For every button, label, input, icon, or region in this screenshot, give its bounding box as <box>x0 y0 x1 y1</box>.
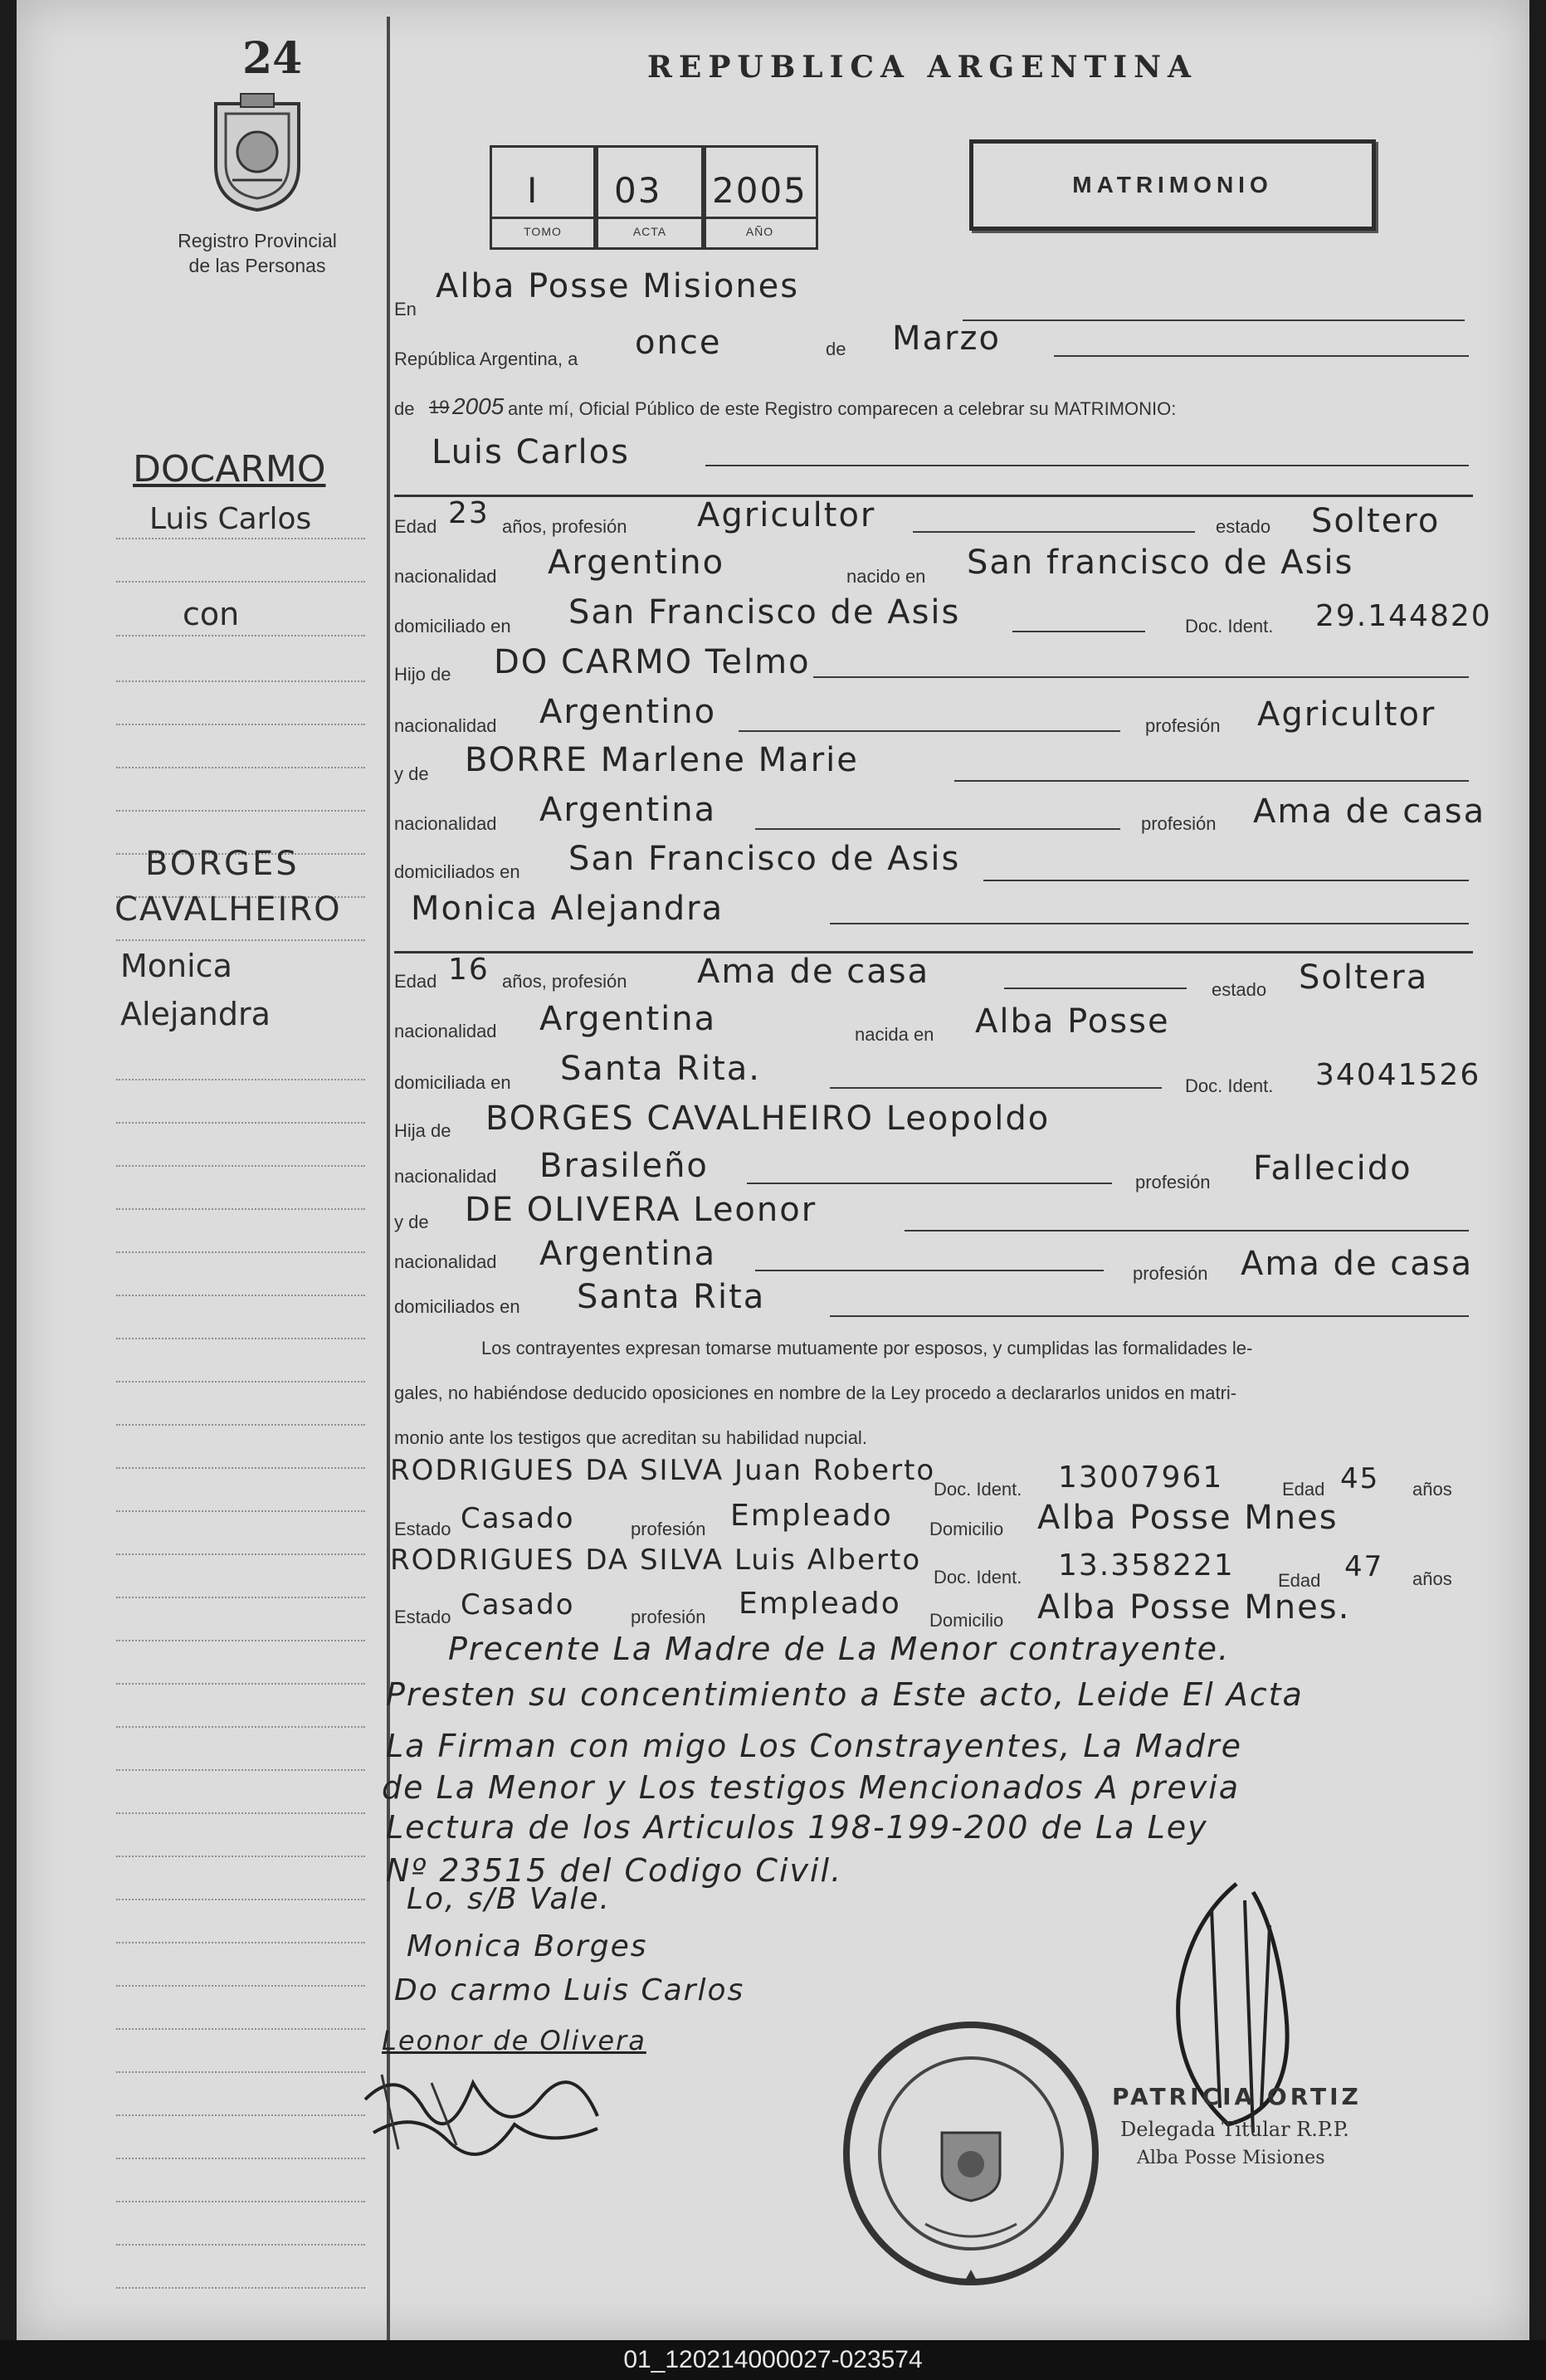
witness-1-doc-label: Doc. Ident. <box>934 1479 1022 1500</box>
bride-age: 16 <box>448 953 490 987</box>
document-type: MATRIMONIO <box>1072 172 1273 198</box>
groom-estado-label: estado <box>1216 516 1271 537</box>
bride-mother-nat-label: nacionalidad <box>394 1251 497 1272</box>
appearance-statement: ante mí, Oficial Público de este Registro comparecen a celebrar su MATRIMONIO: <box>508 398 1177 419</box>
year-struck: 19 <box>429 397 450 417</box>
groom-birthplace: San francisco de Asis <box>967 544 1354 582</box>
witness-1-estado-label: Estado <box>394 1519 451 1539</box>
groom-father-prof-label: profesión <box>1145 715 1221 736</box>
signature-bride: Monica Borges <box>407 1929 648 1963</box>
official-seal-icon <box>834 2017 1108 2290</box>
witness-2-domicile: Alba Posse Mnes. <box>1037 1588 1351 1626</box>
witness-2-doc: 13.358221 <box>1058 1548 1235 1583</box>
margin-bride-given-2: Alejandra <box>120 996 271 1032</box>
witness-1-doc: 13007961 <box>1058 1461 1224 1495</box>
witness-2-edad-label: Edad <box>1278 1570 1321 1591</box>
tomo-label: TOMO <box>524 225 562 238</box>
groom-profession: Agricultor <box>697 496 876 534</box>
groom-age: 23 <box>448 496 490 530</box>
bride-father: BORGES CAVALHEIRO Leopoldo <box>485 1100 1051 1138</box>
bride-mother-profession: Ama de casa <box>1241 1245 1474 1283</box>
page-number: 24 <box>242 33 303 84</box>
bride-father-nat-label: nacionalidad <box>394 1166 497 1187</box>
bride-mother-nationality: Argentina <box>539 1235 717 1273</box>
margin-connector: con <box>183 596 240 632</box>
ano-value: 2005 <box>712 170 807 211</box>
bride-father-prof-label: profesión <box>1135 1172 1211 1192</box>
note-line-6: Nº 23515 del Codigo Civil. <box>386 1852 843 1889</box>
margin-groom-surname: DOCARMO <box>133 448 326 490</box>
country-title: REPUBLICA ARGENTINA <box>647 50 1197 85</box>
bride-doc: 34041526 <box>1315 1058 1481 1092</box>
groom-doc: 29.144820 <box>1315 599 1492 633</box>
witness-1-prof-label: profesión <box>631 1519 706 1539</box>
declaration-line-1: Los contrayentes expresan tomarse mutuamente por esposos, y cumplidas las formalidades le- <box>481 1338 1253 1358</box>
bride-name: Monica Alejandra <box>411 890 724 928</box>
groom-domicile: San Francisco de Asis <box>568 593 961 632</box>
witness-1-domicile: Alba Posse Mnes <box>1037 1499 1339 1537</box>
groom-mother: BORRE Marlene Marie <box>465 741 859 779</box>
witness-2-age: 47 <box>1344 1550 1384 1583</box>
document-page <box>17 0 1529 2340</box>
note-line-1: Precente La Madre de La Menor contrayente. <box>448 1631 1231 1667</box>
official-name: PATRICIA ORTIZ <box>1112 2083 1362 2110</box>
bride-father-profession: Fallecido <box>1253 1149 1412 1188</box>
witness-2-status: Casado <box>461 1588 575 1622</box>
note-line-3: La Firman con migo Los Constrayentes, La Madre <box>386 1728 1243 1764</box>
groom-status: Soltero <box>1311 502 1441 540</box>
groom-mother-nat-label: nacionalidad <box>394 813 497 834</box>
bride-profession-label: años, profesión <box>502 971 627 992</box>
groom-father-nat-label: nacionalidad <box>394 715 497 736</box>
margin-bride-surname-2: CAVALHEIRO <box>115 890 342 929</box>
bride-estado-label: estado <box>1212 979 1267 1000</box>
bride-mother-prof-label: profesión <box>1133 1263 1208 1284</box>
ano-label: AÑO <box>745 225 774 238</box>
en-label: En <box>394 299 417 319</box>
signature-mother: Leonor de Olivera <box>382 2025 646 2056</box>
witness-1-status: Casado <box>461 1502 575 1535</box>
witness-2-estado-label: Estado <box>394 1607 451 1627</box>
margin-groom-given: Luis Carlos <box>149 502 312 536</box>
bride-mother: DE OLIVERA Leonor <box>465 1191 817 1229</box>
groom-mother-nationality: Argentina <box>539 791 717 829</box>
witness-1-edad-label: Edad <box>1282 1479 1325 1500</box>
groom-father-label: Hijo de <box>394 664 451 685</box>
note-line-4: de La Menor y Los testigos Mencionados A previa <box>382 1769 1241 1806</box>
document-type-box <box>969 139 1376 231</box>
groom-nationality: Argentino <box>548 544 725 582</box>
witness-2-name: RODRIGUES DA SILVA Luis Alberto <box>390 1544 922 1577</box>
correction-note: Lo, s/B Vale. <box>407 1882 611 1916</box>
groom-mother-label: y de <box>394 763 429 784</box>
bride-status: Soltera <box>1299 958 1429 997</box>
province-crest-icon <box>207 87 307 212</box>
year-prefix: de <box>394 398 415 419</box>
groom-parents-domicile: San Francisco de Asis <box>568 840 961 878</box>
day-value: once <box>635 324 722 362</box>
witness-2-doc-label: Doc. Ident. <box>934 1567 1022 1587</box>
groom-father: DO CARMO Telmo <box>494 643 811 681</box>
bride-domicile-label: domiciliada en <box>394 1072 511 1093</box>
witness-1-dom-label: Domicilio <box>929 1519 1004 1539</box>
declaration-line-2: gales, no habiéndose deducido oposiciones en nombre de la Ley procedo a declararlos unidos en matri- <box>394 1383 1237 1403</box>
witness-2-profession: Empleado <box>739 1587 901 1621</box>
bride-parents-domicile: Santa Rita <box>577 1278 766 1316</box>
groom-born-label: nacido en <box>846 566 926 587</box>
groom-profession-label: años, profesión <box>502 516 627 537</box>
groom-edad-label: Edad <box>394 516 437 537</box>
bride-father-label: Hija de <box>394 1120 451 1141</box>
bride-parents-dom-label: domiciliados en <box>394 1296 520 1317</box>
witness-1-age: 45 <box>1340 1462 1380 1495</box>
republic-label: República Argentina, a <box>394 349 578 369</box>
groom-mother-prof-label: profesión <box>1141 813 1217 834</box>
witness-2-anos-label: años <box>1412 1568 1452 1589</box>
bride-doc-label: Doc. Ident. <box>1185 1075 1274 1096</box>
file-id-bar <box>0 2340 1546 2380</box>
bride-father-nationality: Brasileño <box>539 1147 709 1185</box>
acta-value: 03 <box>614 170 662 211</box>
official-title: Delegada Titular R.P.P. <box>1120 2118 1349 2141</box>
bride-domicile: Santa Rita. <box>560 1050 761 1088</box>
note-line-2: Presten su concentimiento a Este acto, Leide El Acta <box>386 1676 1304 1713</box>
groom-domicile-label: domiciliado en <box>394 616 511 636</box>
registry-name: Registro Provincial de las Personas <box>178 230 337 276</box>
groom-mother-profession: Ama de casa <box>1253 793 1486 831</box>
bride-born-label: nacida en <box>855 1024 934 1045</box>
groom-father-nationality: Argentino <box>539 693 717 731</box>
groom-nationality-label: nacionalidad <box>394 566 497 587</box>
bride-nationality: Argentina <box>539 1000 717 1038</box>
tomo-value: I <box>527 170 539 211</box>
bride-birthplace: Alba Posse <box>975 1002 1170 1041</box>
groom-doc-label: Doc. Ident. <box>1185 616 1274 636</box>
margin-divider <box>387 17 390 2340</box>
bride-edad-label: Edad <box>394 971 437 992</box>
witness-1-name: RODRIGUES DA SILVA Juan Roberto <box>390 1454 936 1487</box>
declaration-line-3: monio ante los testigos que acreditan su habilidad nupcial. <box>394 1427 867 1448</box>
witness-1-anos-label: años <box>1412 1479 1452 1500</box>
year-value: 2005 <box>452 393 505 419</box>
groom-name: Luis Carlos <box>432 433 630 471</box>
margin-bride-surname-1: BORGES <box>145 845 300 883</box>
witness-signatures-scribble <box>349 2050 622 2158</box>
witness-2-dom-label: Domicilio <box>929 1610 1004 1631</box>
bride-mother-label: y de <box>394 1212 429 1232</box>
de-label: de <box>826 339 846 359</box>
bride-profession: Ama de casa <box>697 953 930 991</box>
groom-parents-dom-label: domiciliados en <box>394 861 520 882</box>
official-place: Alba Posse Misiones <box>1137 2148 1325 2168</box>
bride-nationality-label: nacionalidad <box>394 1021 497 1041</box>
margin-bride-given-1: Monica <box>120 948 232 984</box>
witness-2-prof-label: profesión <box>631 1607 706 1627</box>
file-id: 01_120214000027-023574 <box>623 2346 923 2373</box>
note-line-5: Lectura de los Articulos 198-199-200 de La Ley <box>386 1809 1208 1846</box>
acta-label: ACTA <box>632 225 667 238</box>
groom-father-profession: Agricultor <box>1257 695 1436 734</box>
month-value: Marzo <box>892 319 1001 358</box>
witness-1-profession: Empleado <box>730 1499 893 1533</box>
signature-groom: Do carmo Luis Carlos <box>394 1973 745 2007</box>
place-value: Alba Posse Misiones <box>436 267 800 305</box>
record-table <box>490 145 817 249</box>
